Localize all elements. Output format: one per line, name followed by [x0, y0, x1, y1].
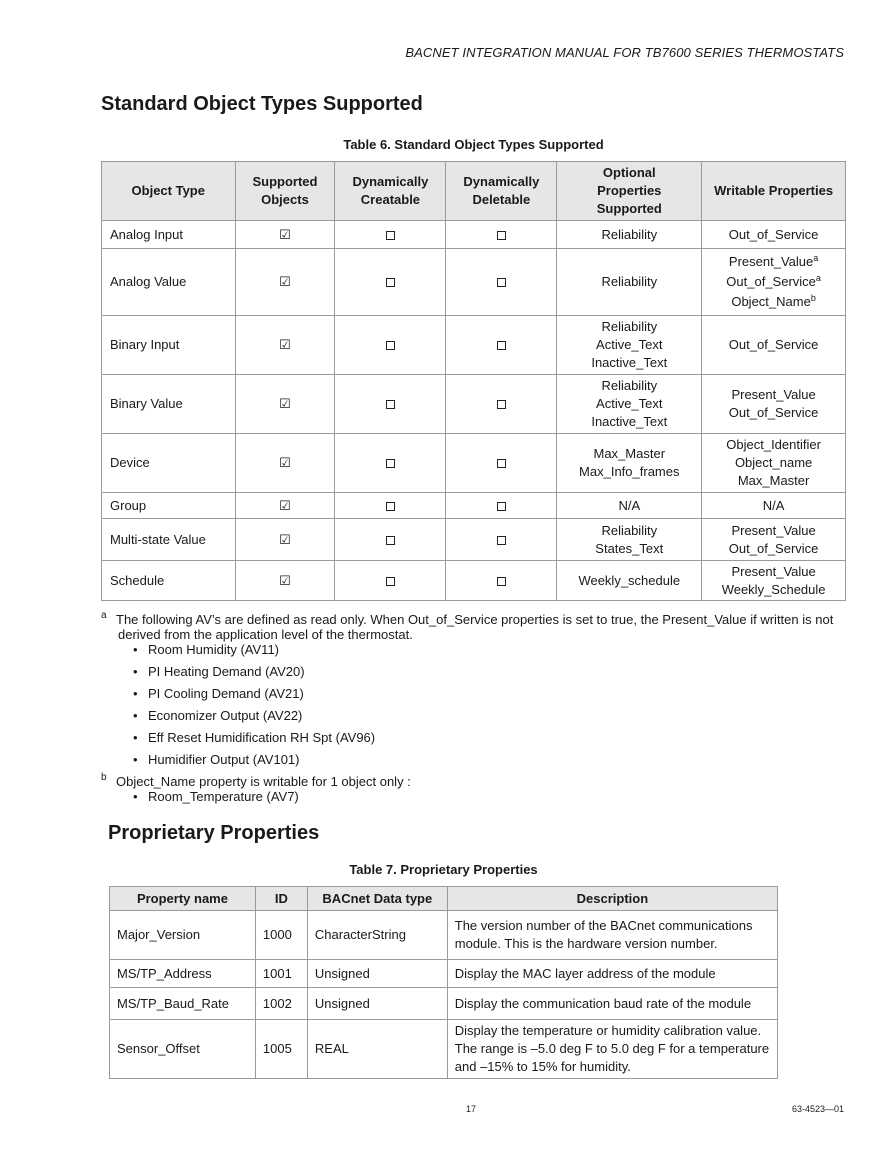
list-item: • PI Cooling Demand (AV21) — [133, 686, 861, 708]
object-row-3 — [102, 375, 846, 434]
writable-property-text: Out_of_Service — [728, 226, 819, 242]
writable-property — [706, 497, 841, 515]
property-row-0 — [110, 911, 778, 960]
object-row-4 — [102, 434, 846, 493]
checked-box-icon: ☑ — [279, 531, 291, 547]
writable-property-text: Weekly_Schedule — [721, 581, 826, 597]
empty-box-icon — [386, 536, 395, 545]
object-row-1 — [102, 249, 846, 316]
empty-box-icon — [386, 502, 395, 511]
optional-properties-cell — [557, 561, 702, 601]
property-description-cell — [447, 988, 777, 1020]
writable-property — [706, 226, 841, 244]
description-line: and –15% to 15% for humidity. — [454, 1059, 631, 1074]
empty-box-icon — [497, 278, 506, 287]
supported-cell — [235, 375, 335, 434]
writable-properties-cell — [702, 375, 846, 434]
object-type-cell: Device — [102, 434, 236, 493]
writable-properties-cell — [702, 249, 846, 316]
col-property-name: Property name — [110, 887, 256, 911]
object-row-7 — [102, 561, 846, 601]
writable-property — [706, 540, 841, 558]
footnote-b — [101, 774, 601, 811]
empty-box-icon — [497, 341, 506, 350]
property-description-cell — [447, 911, 777, 960]
writable-property — [706, 454, 841, 472]
writable-property — [706, 522, 841, 540]
standard-object-types-table — [101, 161, 846, 601]
creatable-cell — [335, 221, 446, 249]
object-type-cell: Group — [102, 493, 236, 519]
optional-properties-cell — [557, 316, 702, 375]
writable-property-text: Object_Identifier — [726, 437, 821, 452]
property-name-cell: MS/TP_Address — [110, 960, 256, 988]
description-line: Display the MAC layer address of the module — [454, 965, 716, 981]
list-item: • Room_Temperature (AV7) — [133, 789, 601, 811]
empty-box-icon — [497, 536, 506, 545]
property-row-2 — [110, 988, 778, 1020]
object-type-cell: Binary Input — [102, 316, 236, 375]
empty-box-icon — [386, 341, 395, 350]
property-id-cell: 1005 — [255, 1020, 307, 1079]
property-type-cell: Unsigned — [307, 960, 447, 988]
empty-box-icon — [497, 400, 506, 409]
creatable-cell — [335, 375, 446, 434]
deletable-cell — [446, 493, 557, 519]
creatable-cell — [335, 493, 446, 519]
checked-box-icon: ☑ — [279, 226, 291, 242]
property-description-cell — [447, 960, 777, 988]
optional-property: Inactive_Text — [591, 355, 668, 370]
object-type-cell: Multi-state Value — [102, 519, 236, 561]
property-type-cell: Unsigned — [307, 988, 447, 1020]
writable-property-text: Out_of_Service — [728, 540, 819, 556]
writable-properties-cell — [702, 221, 846, 249]
supported-cell — [235, 316, 335, 375]
optional-property: States_Text — [595, 540, 664, 556]
description-line: module. This is the hardware version number. — [454, 936, 718, 951]
writable-property-text: Object_name — [734, 455, 813, 470]
creatable-cell — [335, 519, 446, 561]
property-id-cell: 1002 — [255, 988, 307, 1020]
writable-property-text: N/A — [762, 497, 785, 513]
empty-box-icon — [497, 459, 506, 468]
writable-property-text: Out_of_Service — [728, 405, 819, 420]
property-name-cell: Major_Version — [110, 911, 256, 960]
writable-property-text: Object_Name — [731, 294, 811, 309]
writable-property — [706, 252, 841, 272]
optional-property: Reliability — [601, 378, 658, 393]
footnote-a-line2: derived from the application level of the thermostat. — [118, 627, 413, 642]
optional-properties-cell — [557, 249, 702, 316]
optional-properties-cell — [557, 434, 702, 493]
object-type-cell: Binary Value — [102, 375, 236, 434]
supported-cell — [235, 519, 335, 561]
creatable-cell — [335, 249, 446, 316]
optional-property: N/A — [618, 497, 641, 513]
writable-property — [706, 581, 841, 599]
deletable-cell — [446, 249, 557, 316]
property-name-cell: MS/TP_Baud_Rate — [110, 988, 256, 1020]
writable-properties-cell — [702, 561, 846, 601]
list-item: • Eff Reset Humidification RH Spt (AV96) — [133, 730, 861, 752]
deletable-cell — [446, 316, 557, 375]
empty-box-icon — [386, 577, 395, 586]
optional-property: Weekly_schedule — [578, 572, 681, 588]
property-id-cell: 1000 — [255, 911, 307, 960]
property-name-cell: Sensor_Offset — [110, 1020, 256, 1079]
creatable-cell — [335, 316, 446, 375]
writable-properties-cell — [702, 519, 846, 561]
optional-property: Reliability — [601, 226, 658, 242]
col-dynamically-creatable: Dynamically Creatable — [335, 162, 446, 221]
checked-box-icon: ☑ — [279, 497, 291, 513]
description-line: Display the communication baud rate of the module — [454, 995, 752, 1011]
deletable-cell — [446, 434, 557, 493]
empty-box-icon — [386, 459, 395, 468]
footnote-b-list — [133, 789, 601, 811]
footnote-a — [101, 612, 861, 774]
list-item: • Humidifier Output (AV101) — [133, 752, 861, 774]
supported-cell — [235, 249, 335, 316]
optional-property: Max_Master — [593, 446, 666, 461]
object-type-cell: Analog Input — [102, 221, 236, 249]
col-dynamically-deletable: Dynamically Deletable — [446, 162, 557, 221]
col-bacnet-data-type: BACnet Data type — [307, 887, 447, 911]
writable-property-text: Out_of_Service — [728, 337, 819, 352]
property-description-cell — [447, 1020, 777, 1079]
footnote-b-mark: b — [101, 772, 107, 783]
footnote-marker: a — [815, 273, 821, 283]
footnote-a-mark: a — [101, 610, 107, 621]
table-7-caption: Table 7. Proprietary Properties — [349, 862, 538, 877]
optional-property: Inactive_Text — [591, 414, 668, 429]
supported-cell — [235, 561, 335, 601]
table-header-row — [102, 162, 846, 221]
col-writable-properties: Writable Properties — [702, 162, 846, 221]
checked-box-icon: ☑ — [279, 572, 291, 588]
footnote-marker: b — [810, 293, 816, 303]
optional-property: Active_Text — [596, 337, 663, 352]
list-item: • Room Humidity (AV11) — [133, 642, 861, 664]
col-optional-properties: Optional Properties Supported — [557, 162, 702, 221]
footnote-b-text: Object_Name property is writable for 1 object only : — [116, 774, 411, 789]
document-number: 63-4523—01 — [791, 1104, 844, 1114]
checked-box-icon: ☑ — [279, 396, 291, 411]
object-row-5 — [102, 493, 846, 519]
description-line: The version number of the BACnet communications — [454, 918, 753, 933]
property-row-3 — [110, 1020, 778, 1079]
writable-property — [706, 563, 841, 581]
table-6-caption: Table 6. Standard Object Types Supported — [343, 137, 604, 152]
optional-property: Reliability — [601, 274, 658, 289]
col-id: ID — [255, 887, 307, 911]
table-header-row — [110, 887, 778, 911]
optional-property: Reliability — [601, 522, 658, 538]
supported-cell — [235, 221, 335, 249]
optional-property: Max_Info_frames — [579, 464, 680, 479]
deletable-cell — [446, 221, 557, 249]
page-number: 17 — [466, 1104, 477, 1114]
list-item: • PI Heating Demand (AV20) — [133, 664, 861, 686]
writable-property — [706, 436, 841, 454]
writable-property-text: Present_Value — [731, 387, 816, 402]
empty-box-icon — [497, 577, 506, 586]
object-row-0 — [102, 221, 846, 249]
checked-box-icon: ☑ — [279, 337, 291, 352]
object-row-2 — [102, 316, 846, 375]
writable-property — [706, 404, 841, 422]
col-object-type: Object Type — [102, 162, 236, 221]
creatable-cell — [335, 434, 446, 493]
empty-box-icon — [497, 231, 506, 240]
description-line: Display the temperature or humidity calibration value. — [454, 1023, 762, 1038]
creatable-cell — [335, 561, 446, 601]
object-type-cell: Schedule — [102, 561, 236, 601]
writable-properties-cell — [702, 493, 846, 519]
optional-properties-cell — [557, 221, 702, 249]
property-type-cell: CharacterString — [307, 911, 447, 960]
description-line: The range is –5.0 deg F to 5.0 deg F for a temperature — [454, 1041, 770, 1056]
footnote-a-list — [133, 642, 861, 774]
optional-property: Reliability — [601, 319, 658, 334]
writable-property — [706, 336, 841, 354]
optional-properties-cell — [557, 493, 702, 519]
running-header: BACNET INTEGRATION MANUAL FOR TB7600 SERIES THERMOSTATS — [405, 45, 844, 60]
deletable-cell — [446, 375, 557, 434]
deletable-cell — [446, 519, 557, 561]
list-item: • Economizer Output (AV22) — [133, 708, 861, 730]
object-row-6 — [102, 519, 846, 561]
writable-property — [706, 292, 841, 312]
deletable-cell — [446, 561, 557, 601]
writable-properties-cell — [702, 434, 846, 493]
property-id-cell: 1001 — [255, 960, 307, 988]
writable-properties-cell — [702, 316, 846, 375]
writable-property-text: Present_Value — [728, 254, 814, 269]
writable-property-text: Present_Value — [731, 522, 816, 538]
empty-box-icon — [386, 278, 395, 287]
col-supported-objects: Supported Objects — [235, 162, 335, 221]
object-type-cell: Analog Value — [102, 249, 236, 316]
writable-property-text: Out_of_Service — [726, 274, 816, 289]
optional-properties-cell — [557, 375, 702, 434]
col-description: Description — [447, 887, 777, 911]
optional-properties-cell — [557, 519, 702, 561]
section-title-proprietary: Proprietary Properties — [108, 822, 320, 844]
checked-box-icon: ☑ — [279, 455, 291, 470]
supported-cell — [235, 434, 335, 493]
proprietary-properties-table — [109, 886, 778, 1079]
empty-box-icon — [386, 400, 395, 409]
supported-cell — [235, 493, 335, 519]
section-title-standard-objects: Standard Object Types Supported — [101, 93, 423, 115]
empty-box-icon — [386, 231, 395, 240]
empty-box-icon — [497, 502, 506, 511]
checked-box-icon: ☑ — [279, 274, 291, 289]
writable-property-text: Max_Master — [737, 473, 810, 488]
property-row-1 — [110, 960, 778, 988]
footnote-marker: a — [813, 253, 819, 263]
optional-property: Active_Text — [596, 396, 663, 411]
footnote-a-line1: The following AV’s are defined as read only. When Out_of_Service properties is set to true, the Present_Value if written is not — [116, 612, 834, 627]
writable-property — [706, 472, 841, 490]
property-type-cell: REAL — [307, 1020, 447, 1079]
writable-property — [706, 386, 841, 404]
writable-property — [706, 272, 841, 292]
writable-property-text: Present_Value — [731, 563, 816, 579]
